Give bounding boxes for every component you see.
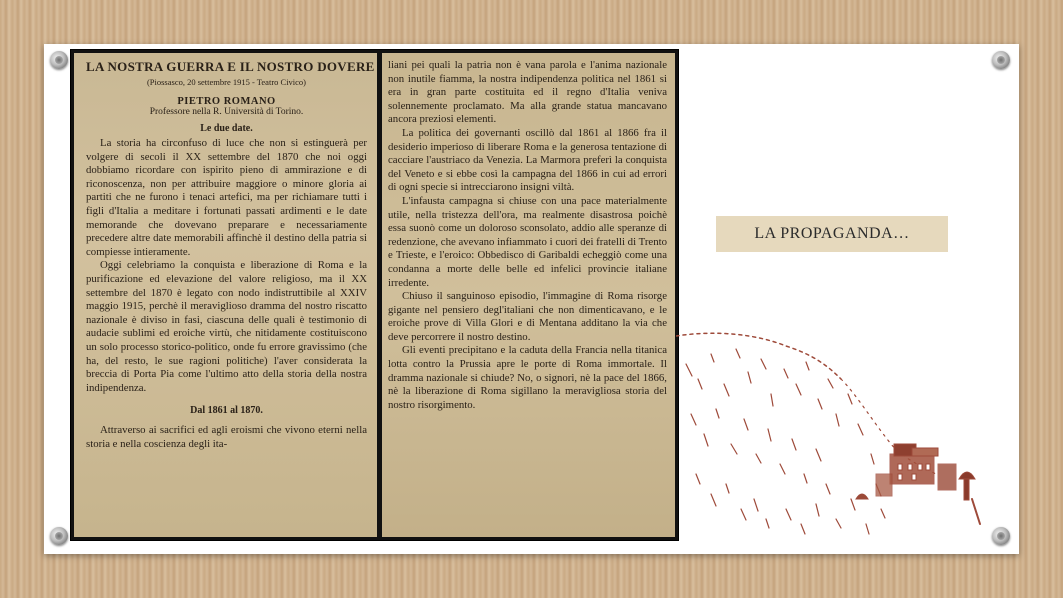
paragraph: Attraverso ai sacrifici ed agli eroismi che vivono eterni nella storia e nella coscienza degli ita-: [86, 424, 367, 450]
slide-label: LA PROPAGANDA…: [716, 216, 948, 252]
screw-icon: [50, 51, 68, 69]
document-scan: [70, 49, 679, 541]
document-page-right: [382, 53, 675, 537]
document-title: LA NOSTRA GUERRA E IL NOSTRO DOVERE: [86, 59, 375, 74]
paragraph: Chiuso il sanguinoso episodio, l'immagine di Roma risorge gigante nel pensiero degl'italiani che non dimenticavano, e le eroiche prove di Villa Glori e di Mentana additano la via che deve percorrere il nostro destino.: [388, 290, 667, 343]
document-author: PIETRO ROMANO: [177, 96, 276, 107]
section-heading: Dal 1861 al 1870.: [190, 405, 263, 417]
document-subtitle: (Piossasco, 20 settembre 1915 - Teatro Civico): [146, 77, 307, 87]
screw-icon: [50, 527, 68, 545]
document-page-left: [74, 53, 377, 537]
paragraph: La politica dei governanti oscillò dal 1861 al 1866 fra il desiderio imperioso di liberare Roma e la generosa tentazione di cacciare l'austriaco da Venezia. La Marmora preferì la conquista del Veneto e si ebbe così la campagna del 1866 in cui ad errori di ogni specie si intrecciarono insigni viltà.: [388, 126, 667, 194]
screw-icon: [992, 51, 1010, 69]
section-heading: Le due date.: [200, 123, 253, 134]
paragraph: L'infausta campagna si chiuse con una pace materialmente utile, nella tristezza dell'ora, ma realmente disastrosa poichè essa suonò come un doloroso sconsolato, addio alle speranze di redenzione, che avevano infiammato i cuori dei fratelli di Trento e Trieste, e l'eroico: Obbedisco di Garibaldi echeggiò come una condanna a morte delle belle ed infelici provincie italiane irredente.: [388, 194, 667, 289]
screw-icon: [992, 527, 1010, 545]
paragraph: Gli eventi precipitano e la caduta della Francia nella titanica lotta contro la Prussia apre le porte di Roma immortale. Il dramma nazionale si chiude? No, o signori, nè la pace del 1866, nè la liberazione di Roma sigillano la meravigliosa storia del nostro risorgimento.: [388, 344, 667, 411]
landscape-sketch: [676, 324, 990, 542]
paragraph: Oggi celebriamo la conquista e liberazione di Roma e la purificazione ed elevazione del valore religioso, ma il XX settembre del 1870 è legato con nodo indistruttibile al XXIV maggio 1915, perchè il meraviglioso dramma del nostro riscatto nazionale è diviso in fasi, ciascuna delle quali è testimonio di audacie sublimi ed eroiche virtù, che nitidamente costituiscono un solo processo storico-politico, onde fu errore gravissimo (che ha, del resto, le sue ragioni politiche) l'aver considerata la breccia di Porta Pia come l'ultimo atto della storia della nostra indipendenza.: [86, 259, 367, 394]
document-affiliation: Professore nella R. Università di Torino.: [149, 107, 304, 117]
paragraph: La storia ha circonfuso di luce che non si estinguerà per volgere di secoli il XX settembre del 1870 che noi oggi dobbiamo ricordare con ispirito pieno di ammirazione e di riconoscenza, non per attribuire maggiore o minore gloria ai partiti che ne furono i tenaci artefici, ma per richiamare tutti i figli d'Italia a meditare i fortunati passati ardimenti e le date memorande che dovevano preparare e necessariamente precedere altre date memorabili affinchè il destino della patria si compiesse intieramente.: [86, 137, 367, 258]
paragraph: liani pei quali la patria non è vana parola e l'anima nazionale non inutile fiamma, la nostra indipendenza politica nel 1861 si era in gran parte costituita ed il regno d'Italia veniva solennemente proclamato. Ma alla grande statua mancavano ancora preziosi elementi.: [388, 59, 667, 126]
